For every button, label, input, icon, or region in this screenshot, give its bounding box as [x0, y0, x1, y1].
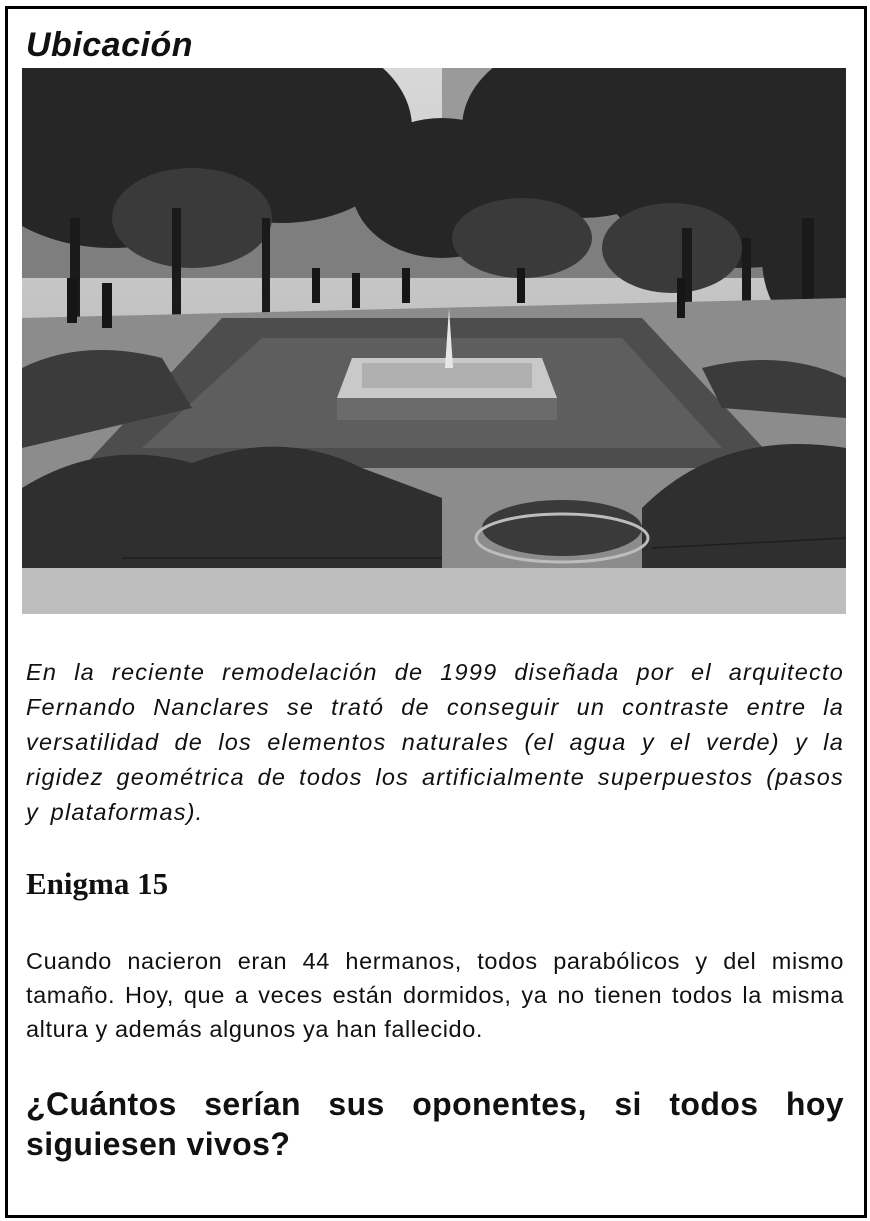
riddle-paragraph: Cuando nacieron eran 44 hermanos, todos parabólicos y del mismo tamaño. Hoy, que a veces están dormidos, ya no tienen todos la misma altura y además algunos ya han fallecido.	[26, 948, 844, 1042]
section-title: Ubicación	[26, 26, 193, 64]
enigma-title: Enigma 15	[26, 866, 169, 901]
question-text: ¿Cuántos serían sus oponentes, si todos hoy siguiesen vivos?	[26, 1086, 844, 1162]
garden-photo	[22, 68, 846, 614]
description-paragraph: En la reciente remodelación de 1999 diseñada por el arquitecto Fernando Nanclares se trató de conseguir un contraste entre la versatilidad de los elementos naturales (el agua y el verde) y la rigidez geométrica de todos los artificialmente superpuestos (pasos y plataformas).	[26, 659, 844, 825]
